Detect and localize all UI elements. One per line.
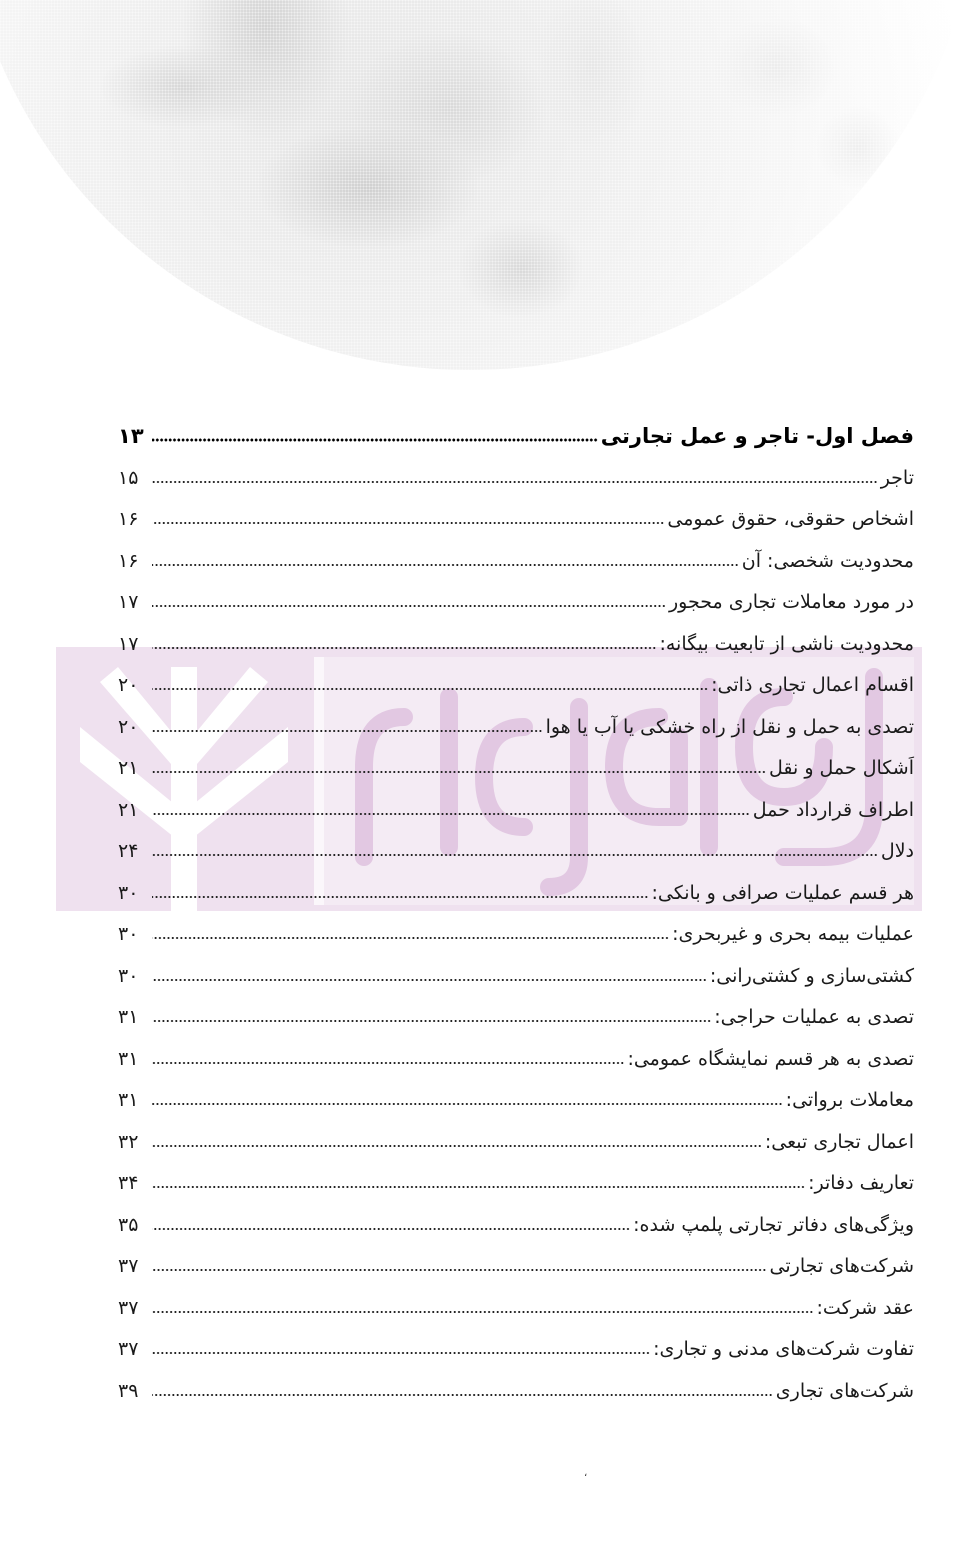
toc-title: اشخاص حقوقی، حقوق عمومی [667, 508, 914, 530]
toc-title: تعاریف دفاتر: [808, 1172, 914, 1194]
toc-entry[interactable] [118, 1160, 914, 1196]
footer-mark: ، [584, 1468, 588, 1479]
toc-page-number: ۱۷ [118, 591, 139, 613]
toc-page-number: ۳۷ [118, 1338, 139, 1360]
dot-leader [152, 1350, 650, 1356]
toc-title: اعمال تجاری تبعی: [764, 1130, 914, 1153]
toc-page-number: ۲۴ [118, 840, 139, 862]
toc-title: شرکت‌های تجاری [775, 1379, 914, 1402]
dot-leader [152, 520, 664, 526]
toc-entry[interactable] [118, 621, 914, 657]
toc-entry[interactable] [118, 1077, 914, 1113]
toc-title: معاملات برواتی: [785, 1089, 914, 1111]
dot-leader [152, 977, 707, 983]
toc-title: محدودیت ناشی از تابعیت بیگانه: [659, 632, 914, 655]
dot-leader [152, 1143, 762, 1149]
toc-entry[interactable] [118, 870, 914, 906]
toc-title: فصل اول- تاجر و عمل تجارتی [600, 424, 914, 448]
toc-entry[interactable] [118, 953, 914, 989]
dot-leader [152, 1226, 630, 1232]
toc-entry[interactable] [118, 911, 914, 947]
toc-entry[interactable] [118, 828, 914, 864]
toc-entry[interactable] [118, 1285, 914, 1321]
toc-title: کشتی‌سازی و کشتی‌رانی: [709, 964, 914, 987]
dot-leader [152, 686, 708, 692]
dot-leader [152, 1101, 783, 1107]
toc-title: تفاوت شرکت‌های مدنی و تجاری: [653, 1338, 914, 1360]
toc-page-number: ۳۹ [118, 1379, 139, 1402]
toc-title: اقسام اعمال تجاری ذاتی: [711, 674, 914, 696]
toc-page-number: ۳۲ [118, 1130, 139, 1153]
globe-illustration [0, 0, 977, 370]
toc-title: ویژگی‌های دفاتر تجارتی پلمپ شده: [633, 1213, 914, 1236]
toc-entry[interactable] [118, 704, 914, 740]
toc-page-number: ۳۰ [118, 881, 139, 904]
toc-page-number: ۳۷ [118, 1255, 139, 1277]
dot-leader [152, 1060, 624, 1066]
dot-leader [152, 603, 666, 609]
toc-page-number: ۳۱ [118, 1089, 139, 1111]
toc-entry[interactable] [118, 496, 914, 532]
toc-page-number: ۳۱ [118, 1047, 139, 1070]
toc-entry[interactable] [118, 745, 914, 781]
toc-page-number: ۲۱ [118, 757, 139, 779]
dot-leader [152, 1018, 711, 1024]
dot-leader [152, 1309, 814, 1315]
dot-leader [152, 852, 878, 858]
toc-entry[interactable] [118, 1326, 914, 1362]
toc-page-number: ۳۱ [118, 1006, 139, 1028]
toc-title: محدودیت شخصی: آن [741, 549, 914, 572]
toc-page-number: ۱۶ [118, 508, 139, 530]
toc-page-number: ۳۴ [118, 1172, 139, 1194]
toc-entry[interactable] [118, 994, 914, 1030]
dot-leader [152, 645, 656, 651]
toc-entry[interactable] [118, 455, 914, 491]
toc-page-number: ۳۰ [118, 964, 139, 987]
toc-title: عملیات بیمه بحری و غیربحری: [672, 923, 914, 945]
toc-entry[interactable] [118, 579, 914, 615]
dot-leader [152, 1267, 767, 1273]
toc-chapter-heading[interactable] [118, 413, 914, 449]
toc-page-number: ۱۷ [118, 632, 139, 655]
dot-leader [152, 935, 669, 941]
toc-page-number: ۱۳ [118, 424, 144, 448]
toc-entry[interactable] [118, 1036, 914, 1072]
toc-title: در مورد معاملات تجاری محجور [668, 591, 914, 613]
toc-entry[interactable] [118, 1243, 914, 1279]
toc-title: هر قسم عملیات صرافی و بانکی: [651, 881, 914, 904]
toc-entry[interactable] [118, 662, 914, 698]
dot-leader [152, 479, 878, 485]
toc-entry[interactable] [118, 787, 914, 823]
toc-page-number: ۳۰ [118, 923, 139, 945]
toc-page-number: ۱۵ [118, 466, 139, 489]
dot-leader [152, 769, 766, 775]
toc-title: تصدی به عملیات حراجی: [714, 1006, 914, 1028]
dot-leader [152, 728, 543, 734]
toc-entry[interactable] [118, 1368, 914, 1404]
dot-leader [152, 562, 739, 568]
toc-page-number: ۲۰ [118, 674, 139, 696]
toc-title: تصدی به حمل و نقل از راه خشکی یا آب یا هوا [545, 715, 914, 738]
toc-title: تصدی به هر قسم نمایشگاه عمومی: [627, 1047, 914, 1070]
toc-title: اطراف قرارداد حمل [752, 798, 914, 821]
toc-page-number: ۱۶ [118, 549, 139, 572]
toc-title: شرکت‌های تجارتی [769, 1255, 914, 1277]
toc-title: اَشکال حمل و نقل [769, 757, 914, 779]
toc-title: عقد شرکت: [816, 1296, 914, 1319]
toc-title: تاجر [880, 466, 914, 489]
toc-page-number: ۳۷ [118, 1296, 139, 1319]
toc-entry[interactable] [118, 1202, 914, 1238]
toc-page-number: ۲۱ [118, 798, 139, 821]
dot-leader [152, 1184, 805, 1190]
dot-leader [152, 1392, 773, 1398]
dot-leader [152, 811, 750, 817]
toc-page-number: ۲۰ [118, 715, 139, 738]
toc-page-number: ۳۵ [118, 1213, 139, 1236]
dot-leader [152, 894, 649, 900]
toc-entry[interactable] [118, 538, 914, 574]
toc-entry[interactable] [118, 1119, 914, 1155]
dot-leader [152, 437, 598, 443]
toc-title: دلال [880, 840, 914, 862]
